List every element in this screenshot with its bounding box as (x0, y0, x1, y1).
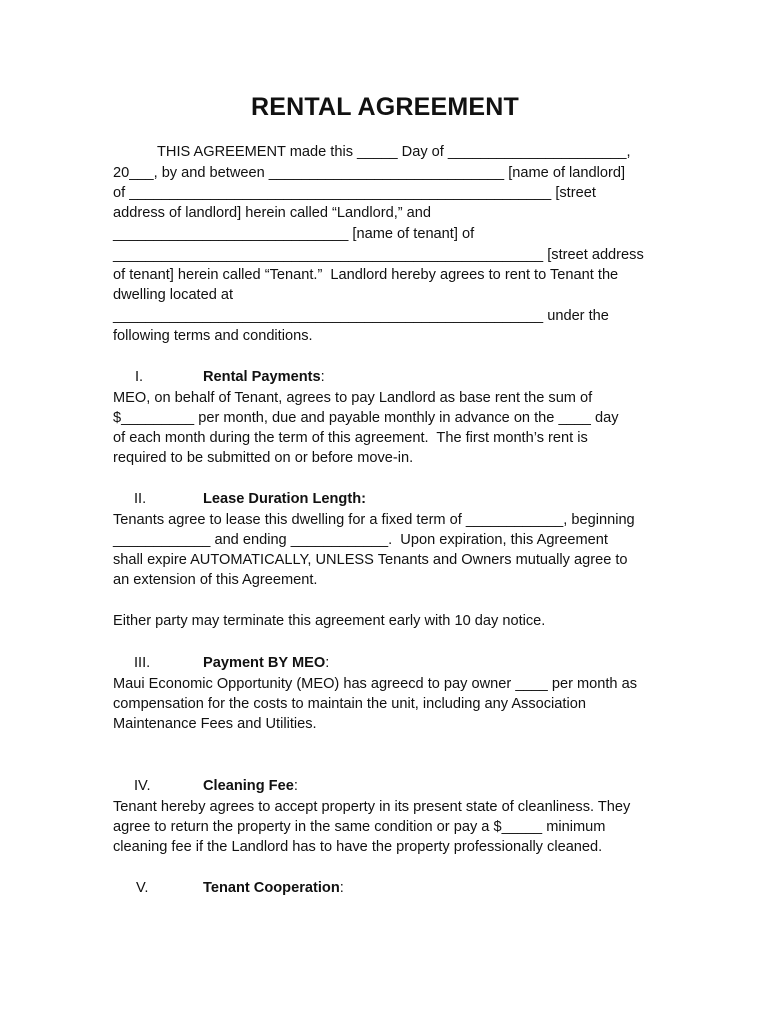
intro-line: following terms and conditions. (113, 328, 313, 344)
section-number: III. (134, 655, 151, 671)
section-number: V. (136, 880, 149, 896)
section-heading (203, 776, 298, 796)
section-line: shall expire AUTOMATICALLY, UNLESS Tenants and Owners mutually agree to (113, 552, 628, 568)
section-heading (203, 367, 325, 387)
section-title: Rental Payments (203, 369, 321, 385)
intro-line: _____________________________________________________ under the (113, 308, 609, 324)
section-title-suffix: : (325, 655, 330, 671)
section-title: Payment BY MEO (203, 655, 326, 671)
section-line: Maui Economic Opportunity (MEO) has agreecd to pay owner ____ per month as (113, 676, 638, 692)
section-title-suffix: : (339, 880, 344, 896)
section-line: cleaning fee if the Landlord has to have the property professionally cleaned. (113, 839, 603, 855)
section-title: Cleaning Fee (203, 778, 294, 794)
section-title-suffix: : (320, 369, 325, 385)
section-line: ____________ and ending ____________. Upon expiration, this Agreement (113, 532, 608, 548)
section-heading (203, 878, 344, 898)
section-line: of each month during the term of this agreement. The first month’s rent is (113, 430, 588, 446)
section-title-suffix: : (293, 778, 298, 794)
document-title: RENTAL AGREEMENT (250, 93, 520, 121)
intro-line: _____________________________ [name of tenant] of (113, 226, 475, 242)
section-line: Either party may terminate this agreement early with 10 day notice. (113, 613, 546, 629)
section-line: Tenant hereby agrees to accept property in its present state of cleanliness. They (113, 799, 631, 815)
intro-line: of tenant] herein called “Tenant.” Landlord hereby agrees to rent to Tenant the (113, 267, 619, 283)
section-line: $_________ per month, due and payable monthly in advance on the ____ day (113, 410, 619, 426)
section-line: MEO, on behalf of Tenant, agrees to pay Landlord as base rent the sum of (113, 390, 593, 406)
section-heading (203, 653, 329, 673)
section-number: IV. (134, 778, 151, 794)
intro-line: of ____________________________________________________ [street (113, 185, 596, 201)
section-line: agree to return the property in the same condition or pay a $_____ minimum (113, 819, 606, 835)
intro-line: THIS AGREEMENT made this _____ Day of ______________________, (157, 144, 631, 160)
intro-line: dwelling located at (113, 287, 234, 303)
section-number: I. (135, 369, 144, 385)
intro-line: 20___, by and between _____________________________ [name of landlord] (113, 165, 626, 181)
section-title: Tenant Cooperation (203, 880, 340, 896)
section-line: required to be submitted on or before move-in. (113, 450, 414, 466)
section-line: an extension of this Agreement. (113, 572, 318, 588)
section-line: Tenants agree to lease this dwelling for a fixed term of ____________, beginning (113, 512, 635, 528)
section-heading (203, 489, 366, 509)
section-line: Maintenance Fees and Utilities. (113, 716, 317, 732)
section-number: II. (134, 491, 147, 507)
section-title: Lease Duration Length: (203, 491, 366, 507)
section-line: compensation for the costs to maintain the unit, including any Association (113, 696, 586, 712)
intro-line: _____________________________________________________ [street address (113, 247, 644, 263)
intro-line: address of landlord] herein called “Landlord,” and (113, 205, 432, 221)
